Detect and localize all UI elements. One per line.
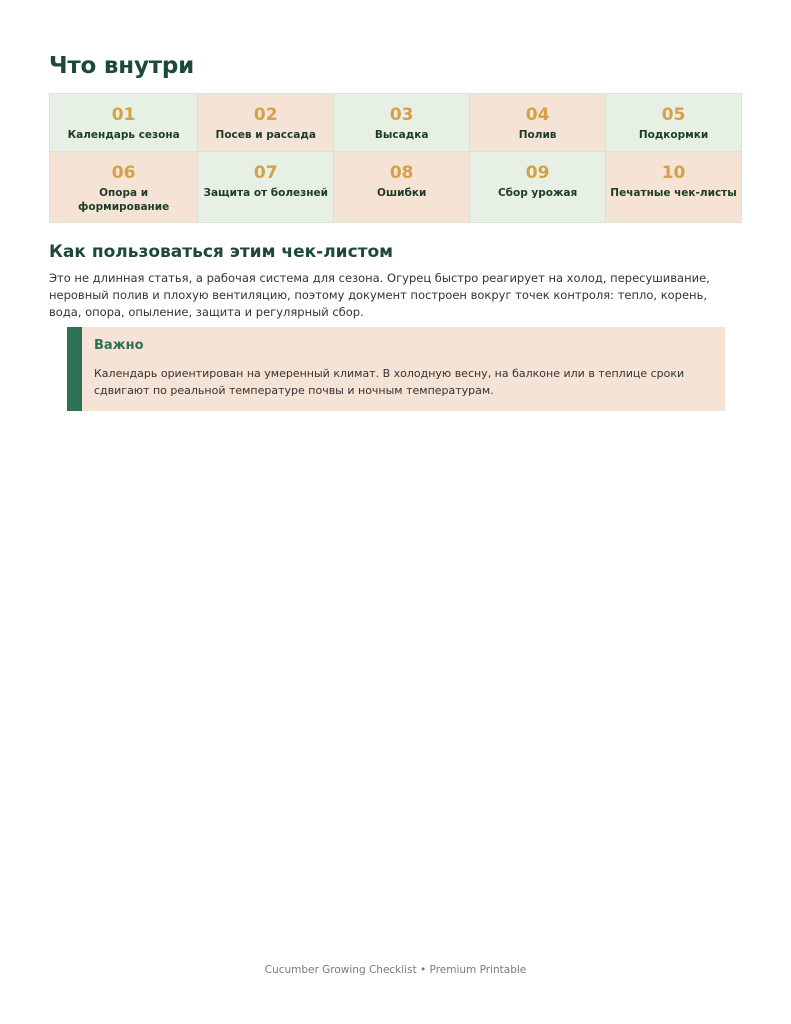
callout-title: Важно — [94, 338, 144, 353]
section-heading: Как пользоваться этим чек-листом — [49, 242, 394, 262]
contents-item-label: Защита от болезней — [203, 187, 328, 199]
contents-item-number: 06 — [111, 163, 136, 183]
contents-item-number: 05 — [661, 105, 686, 125]
contents-item-label: Печатные чек-листы — [610, 187, 737, 199]
contents-item-02 — [198, 94, 334, 152]
contents-item-06 — [50, 152, 198, 223]
contents-item-08 — [334, 152, 470, 223]
contents-item-label: Ошибки — [377, 187, 427, 199]
contents-item-10 — [606, 152, 742, 223]
page-footer: Cucumber Growing Checklist • Premium Printable — [264, 964, 527, 976]
contents-item-label: Опора и формирование — [78, 187, 170, 213]
contents-item-number: 10 — [661, 163, 686, 183]
contents-item-number: 03 — [389, 105, 414, 125]
contents-item-05 — [606, 94, 742, 152]
contents-item-label: Календарь сезона — [67, 129, 180, 141]
important-callout — [67, 327, 725, 411]
contents-item-number: 01 — [111, 105, 136, 125]
contents-item-label: Сбор урожая — [497, 187, 578, 199]
contents-item-label: Высадка — [374, 129, 429, 141]
contents-item-number: 07 — [253, 163, 278, 183]
contents-item-09 — [470, 152, 606, 223]
contents-item-label: Подкормки — [638, 129, 709, 141]
contents-item-number: 04 — [525, 105, 550, 125]
page-title: Что внутри — [49, 53, 195, 79]
contents-item-03 — [334, 94, 470, 152]
callout-text: Календарь ориентирован на умеренный климат. В холодную весну, на балконе или в теплице сроки сдвигают по реальной температуре почвы и ночным температурам. — [94, 367, 685, 397]
contents-item-07 — [198, 152, 334, 223]
contents-item-01 — [50, 94, 198, 152]
contents-item-label: Полив — [518, 129, 557, 141]
contents-item-number: 09 — [525, 163, 550, 183]
contents-item-number: 08 — [389, 163, 414, 183]
contents-item-label: Посев и рассада — [215, 129, 316, 141]
document-page — [49, 50, 742, 411]
contents-item-number: 02 — [253, 105, 278, 125]
contents-item-04 — [470, 94, 606, 152]
intro-paragraph: Это не длинная статья, а рабочая система для сезона. Огурец быстро реагирует на холод, пересушивание, неровный полив и плохую вентиляцию, поэтому документ построен вокруг точек контроля: тепло, корень, вода, опора, опыление, защита и регулярный сбор. — [49, 271, 710, 319]
contents-grid — [49, 93, 742, 223]
